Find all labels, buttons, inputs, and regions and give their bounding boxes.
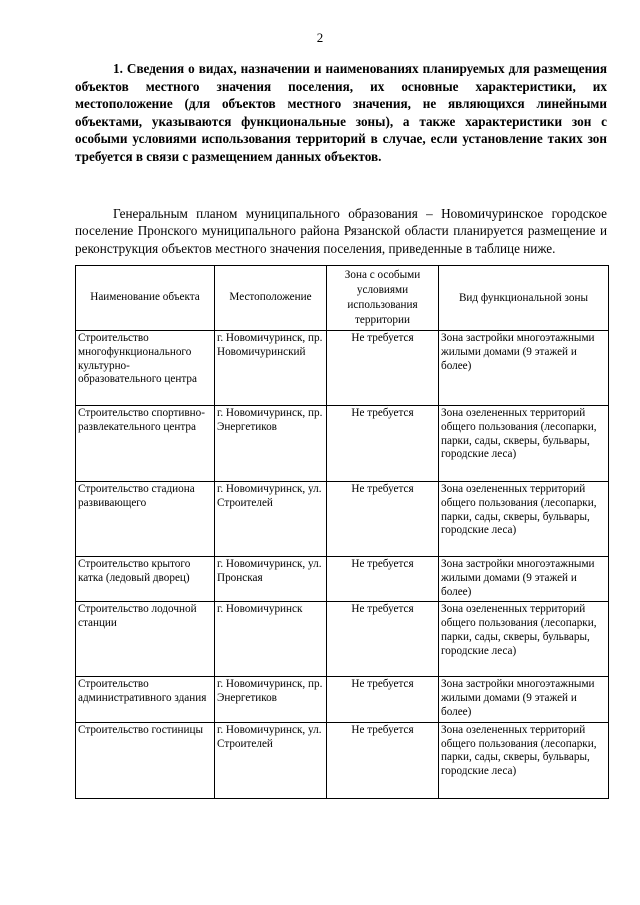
cell-location: г. Новомичуринск, ул. Пронская [215,557,327,602]
page-number: 2 [316,30,324,45]
table-header-row [76,266,609,331]
table-row [76,482,609,557]
table-row [76,722,609,798]
cell-functional-zone: Зона застройки многоэтажными жилыми домами (9 этажей и более) [439,677,609,722]
table-row [76,406,609,482]
header-location: Местоположение [215,266,327,331]
cell-special-zone: Не требуется [327,722,439,798]
cell-special-zone: Не требуется [327,677,439,722]
cell-special-zone: Не требуется [327,406,439,482]
header-functional-zone: Вид функциональной зоны [439,266,609,331]
cell-special-zone: Не требуется [327,602,439,677]
table-row [76,557,609,602]
cell-location: г. Новомичуринск, пр. Новомичуринский [215,331,327,406]
cell-object-name: Строительство многофункционального культурно-образовательного центра [76,331,215,406]
section-heading: 1. Сведения о видах, назначении и наименованиях планируемых для размещения объектов местного значения поселения, их основные характеристики, их местоположение (для объектов местного значения, не являющихся линейными объектами, указываются функциональные зоны), а также характеристики зон с особыми условиями использования территорий в случае, если установление таких зон требуется в связи с размещением данных объектов. [75,61,607,164]
cell-functional-zone: Зона озелененных территорий общего пользования (лесопарки, парки, сады, скверы, бульвары, городские леса) [439,482,609,557]
cell-functional-zone: Зона застройки многоэтажными жилыми домами (9 этажей и более) [439,557,609,602]
intro-paragraph: Генеральным планом муниципального образования – Новомичуринское городское поселение Пронского муниципального района Рязанской области планируется размещение и реконструкция объектов местного значения поселения, приведенные в таблице ниже. [75,206,607,256]
header-special-zone: Зона с особыми условиями использования территории [327,266,439,331]
header-object-name: Наименование объекта [76,266,215,331]
cell-location: г. Новомичуринск, пр. Энергетиков [215,406,327,482]
table-row [76,677,609,722]
cell-functional-zone: Зона озелененных территорий общего пользования (лесопарки, парки, сады, скверы, бульвары, городские леса) [439,602,609,677]
cell-object-name: Строительство лодочной станции [76,602,215,677]
cell-object-name: Строительство спортивно-развлекательного центра [76,406,215,482]
table-row [76,331,609,406]
cell-location: г. Новомичуринск [215,602,327,677]
cell-location: г. Новомичуринск, ул. Строителей [215,722,327,798]
cell-object-name: Строительство стадиона развивающего [76,482,215,557]
planned-objects-table [75,265,609,799]
cell-functional-zone: Зона озелененных территорий общего пользования (лесопарки, парки, сады, скверы, бульвары, городские леса) [439,406,609,482]
cell-special-zone: Не требуется [327,331,439,406]
cell-special-zone: Не требуется [327,557,439,602]
cell-object-name: Строительство гостиницы [76,722,215,798]
cell-special-zone: Не требуется [327,482,439,557]
table-row [76,602,609,677]
cell-functional-zone: Зона застройки многоэтажными жилыми домами (9 этажей и более) [439,331,609,406]
cell-location: г. Новомичуринск, ул. Строителей [215,482,327,557]
cell-object-name: Строительство административного здания [76,677,215,722]
cell-object-name: Строительство крытого катка (ледовый дворец) [76,557,215,602]
cell-location: г. Новомичуринск, пр. Энергетиков [215,677,327,722]
cell-functional-zone: Зона озелененных территорий общего пользования (лесопарки, парки, сады, скверы, бульвары, городские леса) [439,722,609,798]
